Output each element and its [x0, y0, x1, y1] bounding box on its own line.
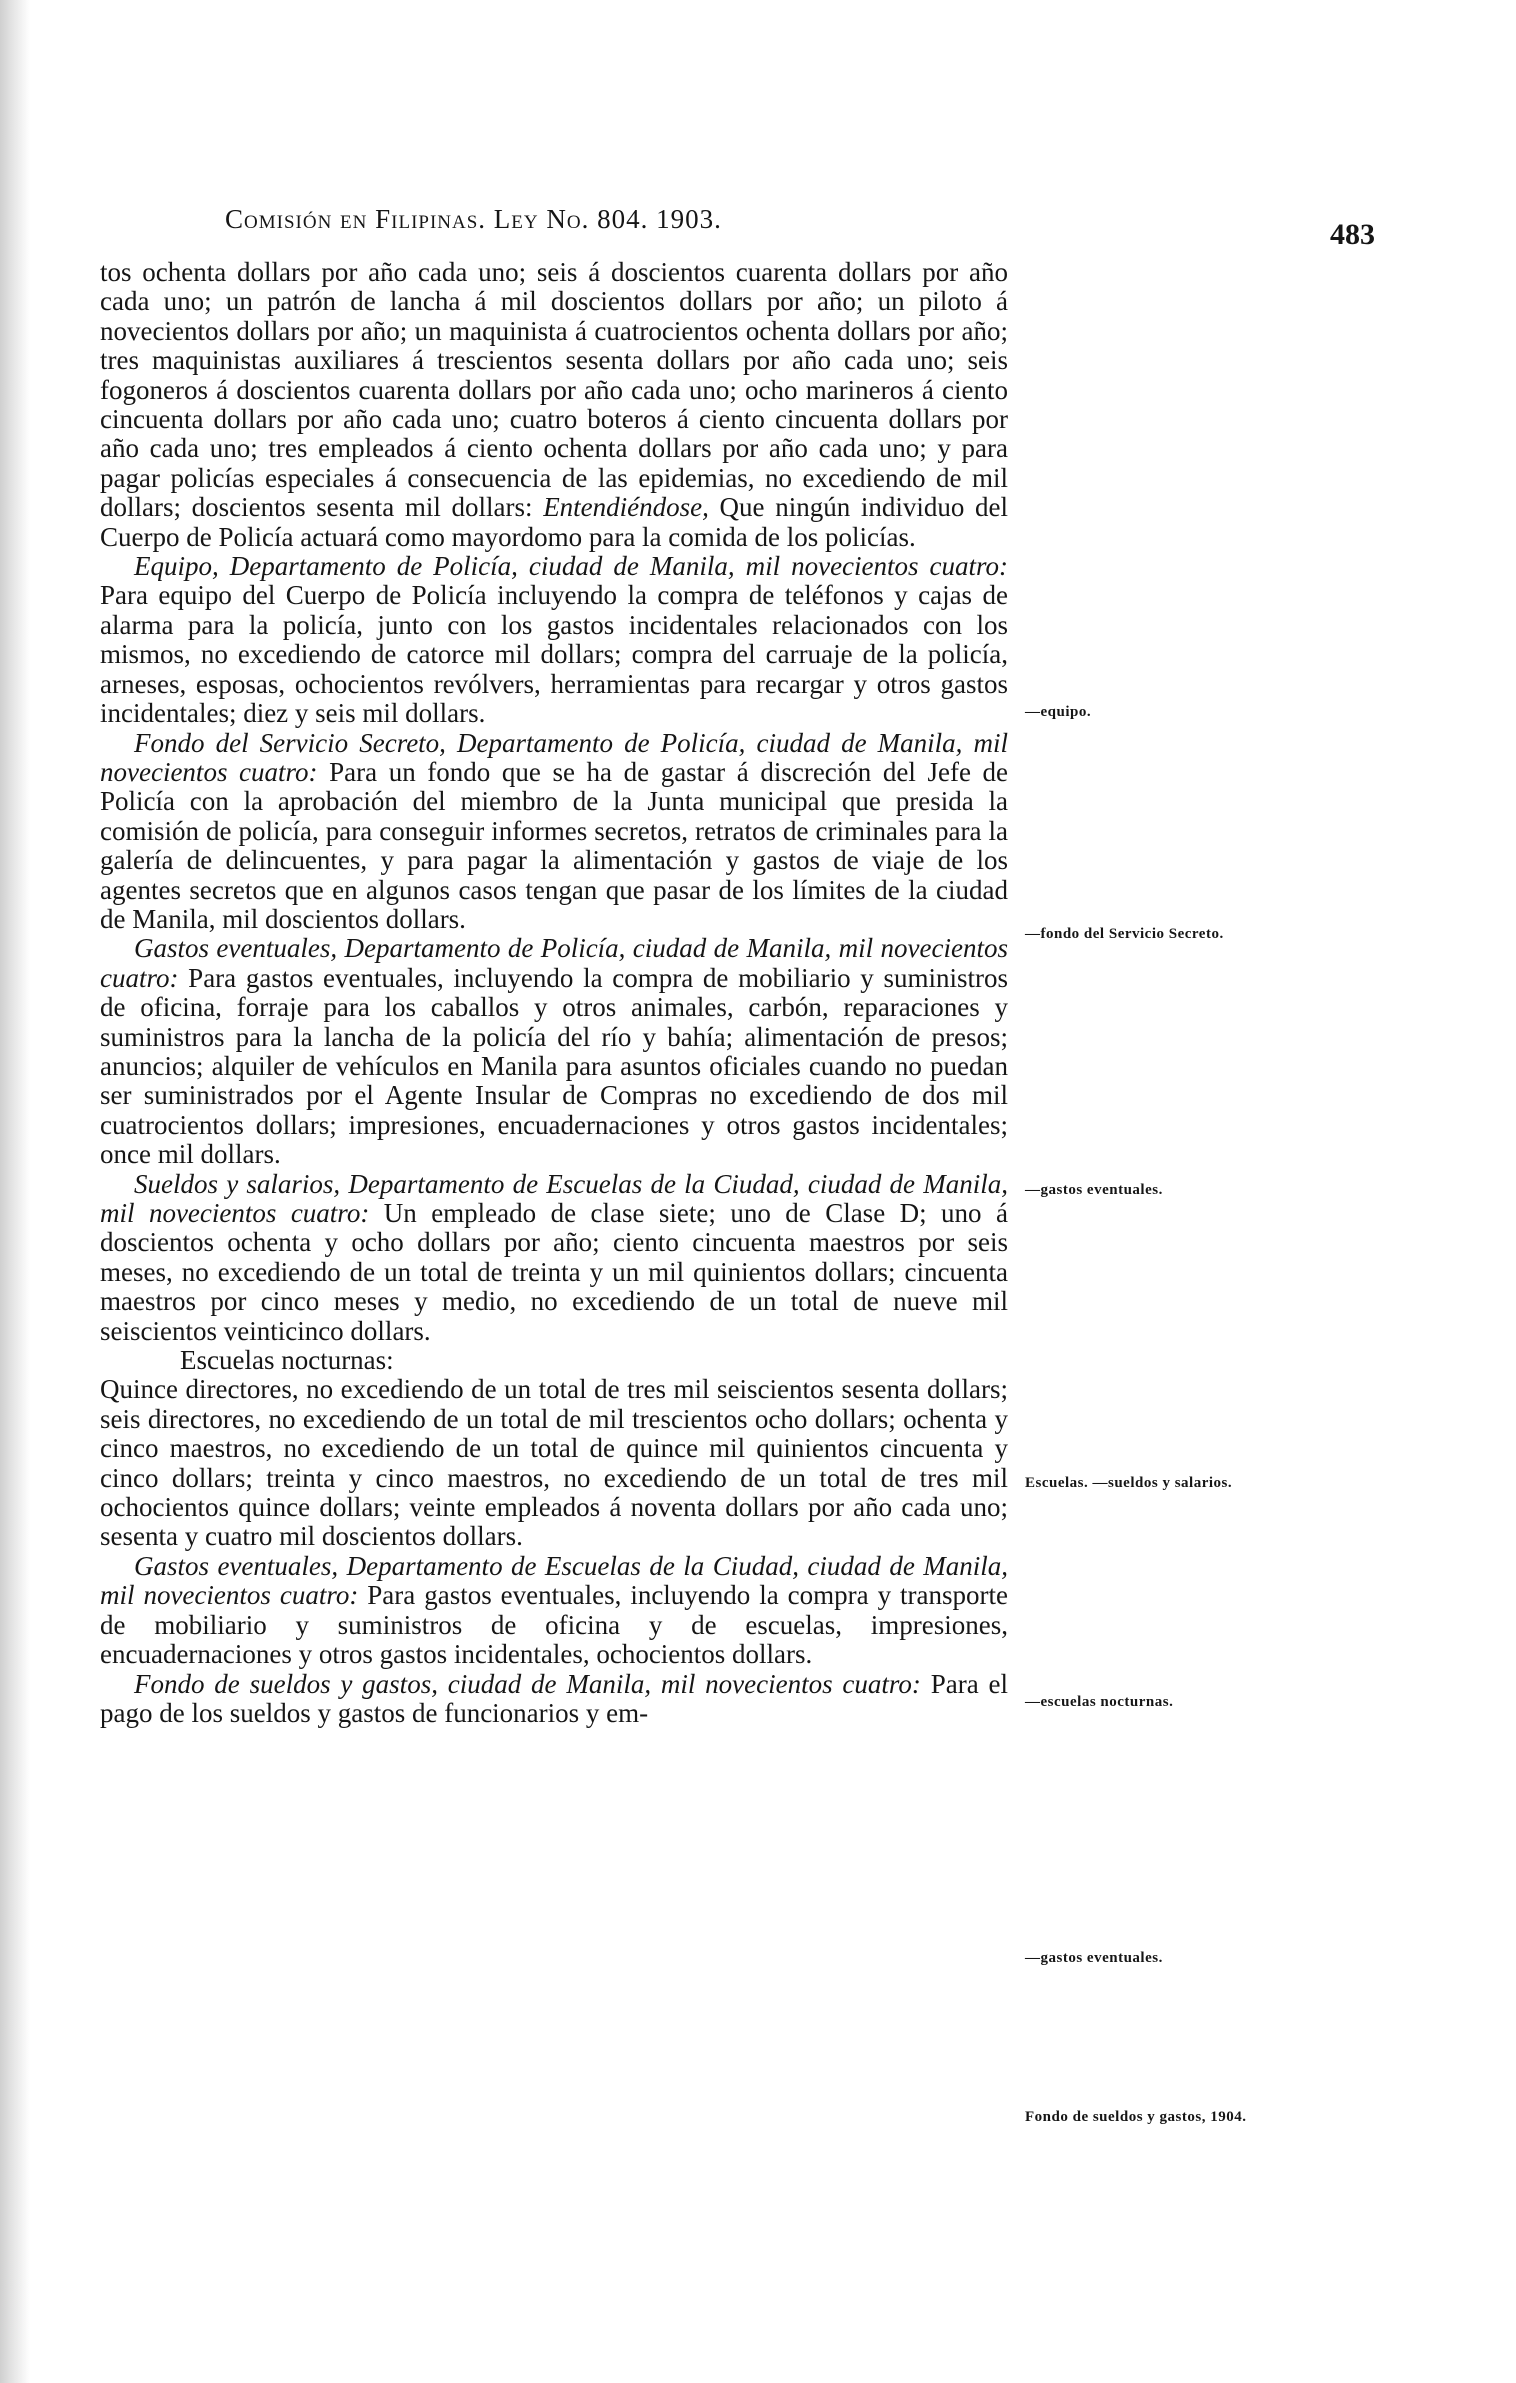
paragraph-text: Un empleado de clase siete; uno de Clase D; uno á doscientos ochenta y ocho dollars por año; ciento cincuenta maestros por seis meses, no excediendo de un total de treinta y un mil quinientos dollars; cincuenta maestros por cinco meses y medio, no excediendo de un total de nueve mil seiscientos veinticinco dollars. — [100, 1198, 1008, 1346]
subhead-escuelas-nocturnas: Escuelas nocturnas: — [180, 1345, 394, 1376]
paragraph-text: Para el pago de los sueldos y gastos de funcionarios y em- — [100, 1668, 1008, 1728]
paragraph-lead: Equipo, Departamento de Policía, ciudad de Manila, mil novecientos cuatro: — [134, 551, 1008, 582]
paragraph-escuelas-nocturnas — [100, 1375, 1008, 1551]
body-text — [100, 258, 1008, 1728]
paragraph-equipo — [100, 552, 1008, 728]
paragraph-lead: Gastos eventuales, Departamento de Escuelas de la Ciudad, ciudad de Manila, mil novecientos cuatro: — [100, 1550, 1008, 1611]
margin-notes — [1025, 0, 1265, 2383]
running-head: Comisión en Filipinas. Ley No. 804. 1903. — [225, 204, 722, 234]
paragraph-lead: Gastos eventuales, Departamento de Policía, ciudad de Manila, mil novecientos cuatro: — [100, 933, 1008, 993]
paragraph-sueldos-escuelas — [100, 1170, 1008, 1346]
page-number: 483 — [1330, 218, 1375, 251]
margin-note-sueldos-escuelas: Escuelas. —sueldos y salarios. — [1025, 1475, 1233, 1491]
paragraph-text: Quince directores, no excediendo de un total de tres mil seiscientos sesenta dollars; seis directores, no excediendo de un total de mil trescientos ocho dollars; ochenta y cinco maestros, no excediendo de un total de quince mil quinientos cincuenta y cinco dollars; treinta y cinco maestros, no excediendo de un total de tres mil ochocientos quince dollars; veinte empleados á noventa dollars por año cada uno; sesenta y cuatro mil doscientos dollars. — [100, 1374, 1008, 1552]
paragraph-text-end: Que ningún individuo del Cuerpo de Policía actuará como mayordomo para la comida de los policías. — [100, 492, 1008, 552]
paragraph-servicio-secreto — [100, 729, 1008, 935]
paragraph-lead: Fondo del Servicio Secreto, Departamento de Policía, ciudad de Manila, mil novecientos cuatro: — [100, 727, 1008, 787]
margin-note-escuelas-nocturnas: —escuelas nocturnas. — [1025, 1694, 1174, 1710]
scan-edge-shadow — [0, 0, 30, 2383]
paragraph-continuation — [100, 258, 1008, 552]
margin-note-equipo: —equipo. — [1025, 704, 1092, 720]
margin-note-gastos-policia: —gastos eventuales. — [1025, 1182, 1163, 1198]
paragraph-gastos-policia — [100, 934, 1008, 1169]
paragraph-text: tos ochenta dollars por año cada uno; seis á doscientos cuarenta dollars por año cada uno; un patrón de lancha á mil doscientos dollars por año; un piloto á novecientos dollars por año; un maquinista á cuatrocientos ochenta dollars por año; tres maquinistas auxiliares á trescientos sesenta dollars por año cada uno; seis fogoneros á doscientos cuarenta dollars por año cada uno; ocho marineros á ciento cincuenta dollars por año cada uno; cuatro boteros á ciento cincuenta dollars por año cada uno; tres empleados á ciento ochenta dollars por año cada uno; y para pagar policías especiales á consecuencia de las epidemias, no excediendo de mil dollars; doscientos sesenta mil dollars: — [100, 257, 1008, 523]
paragraph-lead: Fondo de sueldos y gastos, ciudad de Manila, mil novecientos cuatro: — [134, 1668, 921, 1699]
margin-note-servicio-secreto: —fondo del Servicio Secreto. — [1025, 926, 1224, 942]
margin-note-fondo-sueldos: Fondo de sueldos y gastos, 1904. — [1025, 2109, 1247, 2125]
paragraph-fondo-sueldos — [100, 1670, 1008, 1729]
paragraph-text: Para gastos eventuales, incluyendo la compra y transporte de mobiliario y suministros de oficina y de escuelas, impresiones, encuadernaciones y otros gastos incidentales, ochocientos dollars. — [100, 1580, 1008, 1670]
paragraph-lead: Sueldos y salarios, Departamento de Escuelas de la Ciudad, ciudad de Manila, mil novecientos cuatro: — [100, 1168, 1008, 1228]
paragraph-gastos-escuelas — [100, 1552, 1008, 1670]
paragraph-text: Para gastos eventuales, incluyendo la compra de mobiliario y suministros de oficina, forraje para los caballos y otros animales, carbón, reparaciones y suministros para la lancha de la policía del río y bahía; alimentación de presos; anuncios; alquiler de vehículos en Manila para asuntos oficiales cuando no puedan ser suministrados por el Agente Insular de Compras no excediendo de dos mil cuatrocientos dollars; impresiones, encuadernaciones y otros gastos incidentales; once mil dollars. — [100, 962, 1008, 1170]
paragraph-text: Para equipo del Cuerpo de Policía incluyendo la compra de teléfonos y cajas de alarma para la policía, junto con los gastos incidentales relacionados con los mismos, no excediendo de catorce mil dollars; compra del carruaje de la policía, arneses, esposas, ochocientos revólvers, herramientas para recargar y otros gastos incidentales; diez y seis mil dollars. — [100, 580, 1008, 729]
paragraph-proviso: Entendiéndose, — [543, 492, 709, 523]
margin-note-gastos-escuelas: —gastos eventuales. — [1025, 1950, 1163, 1966]
paragraph-text: Para un fondo que se ha de gastar á discreción del Jefe de Policía con la aprobación del miembro de la Junta municipal que presida la comisión de policía, para conseguir informes secretos, retratos de criminales para la galería de delincuentes, y para pagar la alimentación y gastos de viaje de los agentes secretos que en algunos casos tengan que pasar de los límites de la ciudad de Manila, mil doscientos dollars. — [100, 756, 1008, 934]
